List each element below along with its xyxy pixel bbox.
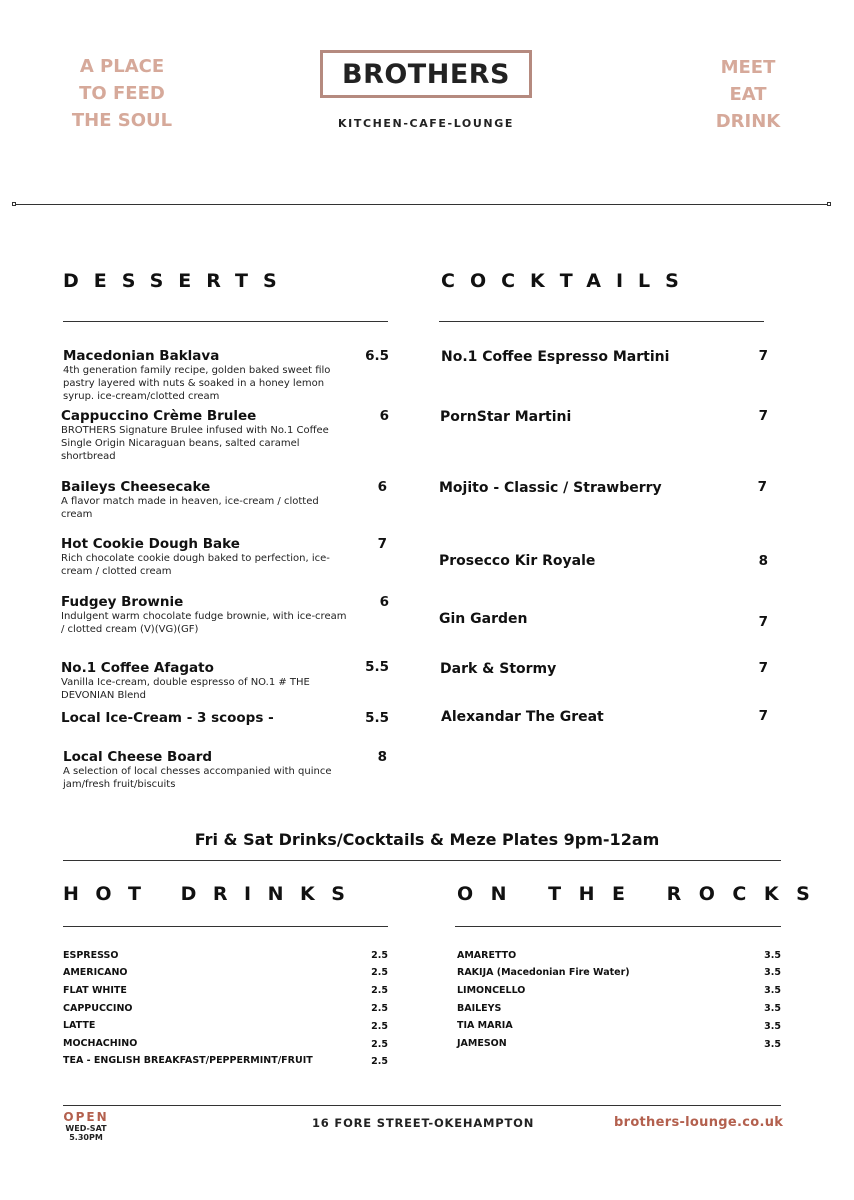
logo-text: BROTHERS [341, 58, 511, 90]
dessert-desc: Rich chocolate cookie dough baked to perfection, ice-cream / clotted cream [61, 553, 330, 577]
spirit-name: BAILEYS [457, 1003, 502, 1014]
hot-drink-price: 2.5 [371, 1003, 388, 1014]
footer-rule [63, 1105, 781, 1106]
left-tagline [62, 53, 182, 134]
spirit-price: 3.5 [764, 950, 781, 961]
cocktail-name: Alexandar The Great [441, 709, 604, 725]
cocktail-price: 7 [758, 348, 768, 364]
opening-hours [56, 1110, 116, 1142]
brand-logo [320, 50, 532, 98]
cocktail-price: 7 [758, 660, 768, 676]
dessert-item [63, 348, 353, 403]
hot-drinks-rule [63, 926, 388, 927]
hot-drink-name: CAPPUCCINO [63, 1003, 133, 1014]
hot-drink-price: 2.5 [371, 950, 388, 961]
dessert-item [61, 408, 351, 463]
divider-end-right [827, 202, 831, 206]
hot-drink-price: 2.5 [371, 1021, 388, 1032]
dessert-desc: BROTHERS Signature Brulee infused with No.1 Coffee Single Origin Nicaraguan beans, salted caramel shortbread [61, 425, 329, 462]
dessert-desc: A selection of local chesses accompanied with quince jam/fresh fruit/biscuits [63, 766, 332, 790]
cocktails-heading: COCKTAILS [441, 270, 694, 292]
dessert-item [61, 536, 351, 578]
dessert-desc: 4th generation family recipe, golden baked sweet filo pastry layered with nuts & soaked in a honey lemon syrup. ice-cream/clotted cream [63, 365, 331, 402]
dessert-item [63, 749, 343, 791]
dessert-price: 6.5 [365, 348, 389, 364]
dessert-item [61, 479, 321, 521]
address: 16 FORE STREET-OKEHAMPTON [312, 1116, 535, 1130]
hot-drink-name: LATTE [63, 1020, 96, 1031]
hot-drink-name: FLAT WHITE [63, 985, 127, 996]
spirit-name: JAMESON [457, 1038, 507, 1049]
cocktail-name: Gin Garden [439, 611, 528, 627]
website-link[interactable]: brothers-lounge.co.uk [614, 1115, 784, 1130]
spirit-price: 3.5 [764, 1021, 781, 1032]
dessert-price: 5.5 [365, 659, 389, 675]
cocktail-price: 7 [758, 708, 768, 724]
desserts-rule [63, 321, 388, 322]
cocktail-name: PornStar Martini [440, 409, 572, 425]
dessert-price: 8 [377, 749, 387, 765]
hot-drink-price: 2.5 [371, 1039, 388, 1050]
right-tagline [698, 54, 798, 135]
cocktail-price: 7 [757, 479, 767, 495]
spirit-price: 3.5 [764, 985, 781, 996]
spirit-name: RAKIJA (Macedonian Fire Water) [457, 967, 630, 978]
dessert-price: 6 [377, 479, 387, 495]
cocktails-rule [439, 321, 764, 322]
cocktail-name: No.1 Coffee Espresso Martini [441, 349, 670, 365]
on-the-rocks-heading: ON THE ROCKS [457, 883, 828, 905]
tagline-line: EAT [729, 84, 767, 105]
dessert-name: Baileys Cheesecake [61, 479, 211, 495]
tagline-line: THE SOUL [71, 110, 173, 131]
dessert-name: Local Cheese Board [63, 749, 213, 765]
top-divider [15, 204, 829, 205]
promo-rule [63, 860, 781, 861]
dessert-name: Fudgey Brownie [61, 594, 184, 610]
on-the-rocks-rule [455, 926, 781, 927]
cocktail-price: 7 [758, 408, 768, 424]
desserts-heading: DESSERTS [63, 270, 292, 292]
tagline-line: A PLACE [79, 56, 165, 77]
spirit-price: 3.5 [764, 1039, 781, 1050]
divider-end-left [12, 202, 16, 206]
dessert-price: 6 [379, 408, 389, 424]
dessert-name: No.1 Coffee Afagato [61, 660, 214, 676]
dessert-name: Macedonian Baklava [63, 348, 220, 364]
cocktail-price: 7 [758, 614, 768, 630]
dessert-desc: Indulgent warm chocolate fudge brownie, with ice-cream / clotted cream (V)(VG)(GF) [61, 611, 347, 635]
hot-drink-name: MOCHACHINO [63, 1038, 138, 1049]
dessert-price: 5.5 [365, 710, 389, 726]
hot-drink-price: 2.5 [371, 1056, 388, 1067]
dessert-price: 7 [377, 536, 387, 552]
cocktail-price: 8 [758, 553, 768, 569]
promo-banner: Fri & Sat Drinks/Cocktails & Meze Plates 9pm-12am [194, 830, 660, 849]
hot-drink-name: AMERICANO [63, 967, 128, 978]
dessert-desc: A flavor match made in heaven, ice-cream / clotted cream [61, 496, 319, 520]
spirit-name: AMARETTO [457, 950, 517, 961]
dessert-name: Hot Cookie Dough Bake [61, 536, 240, 552]
cocktail-name: Mojito - Classic / Strawberry [439, 480, 662, 496]
dessert-item [61, 660, 346, 702]
spirit-name: LIMONCELLO [457, 985, 526, 996]
dessert-item [61, 594, 351, 636]
dessert-desc: Vanilla Ice-cream, double espresso of NO.1 # THE DEVONIAN Blend [61, 677, 310, 701]
spirit-name: TIA MARIA [457, 1020, 513, 1031]
cocktail-name: Prosecco Kir Royale [439, 553, 596, 569]
tagline-line: TO FEED [79, 83, 165, 104]
dessert-name: Local Ice-Cream - 3 scoops - [61, 710, 274, 726]
hot-drink-price: 2.5 [371, 967, 388, 978]
open-time: 5.30PM [69, 1133, 103, 1142]
hot-drink-name: TEA - ENGLISH BREAKFAST/PEPPERMINT/FRUIT [63, 1055, 313, 1066]
dessert-price: 6 [379, 594, 389, 610]
hot-drink-name: ESPRESSO [63, 950, 119, 961]
dessert-name: Cappuccino Crème Brulee [61, 408, 257, 424]
tagline-line: MEET [720, 57, 776, 78]
hot-drinks-heading: HOT DRINKS [63, 883, 362, 905]
tagline-line: DRINK [715, 111, 781, 132]
cocktail-name: Dark & Stormy [440, 661, 557, 677]
hot-drink-price: 2.5 [371, 985, 388, 996]
open-days: WED-SAT [65, 1124, 107, 1133]
open-label: OPEN [63, 1110, 109, 1124]
dessert-item [61, 710, 274, 726]
brand-subtitle: KITCHEN-CAFE-LOUNGE [338, 117, 514, 130]
spirit-price: 3.5 [764, 967, 781, 978]
spirit-price: 3.5 [764, 1003, 781, 1014]
